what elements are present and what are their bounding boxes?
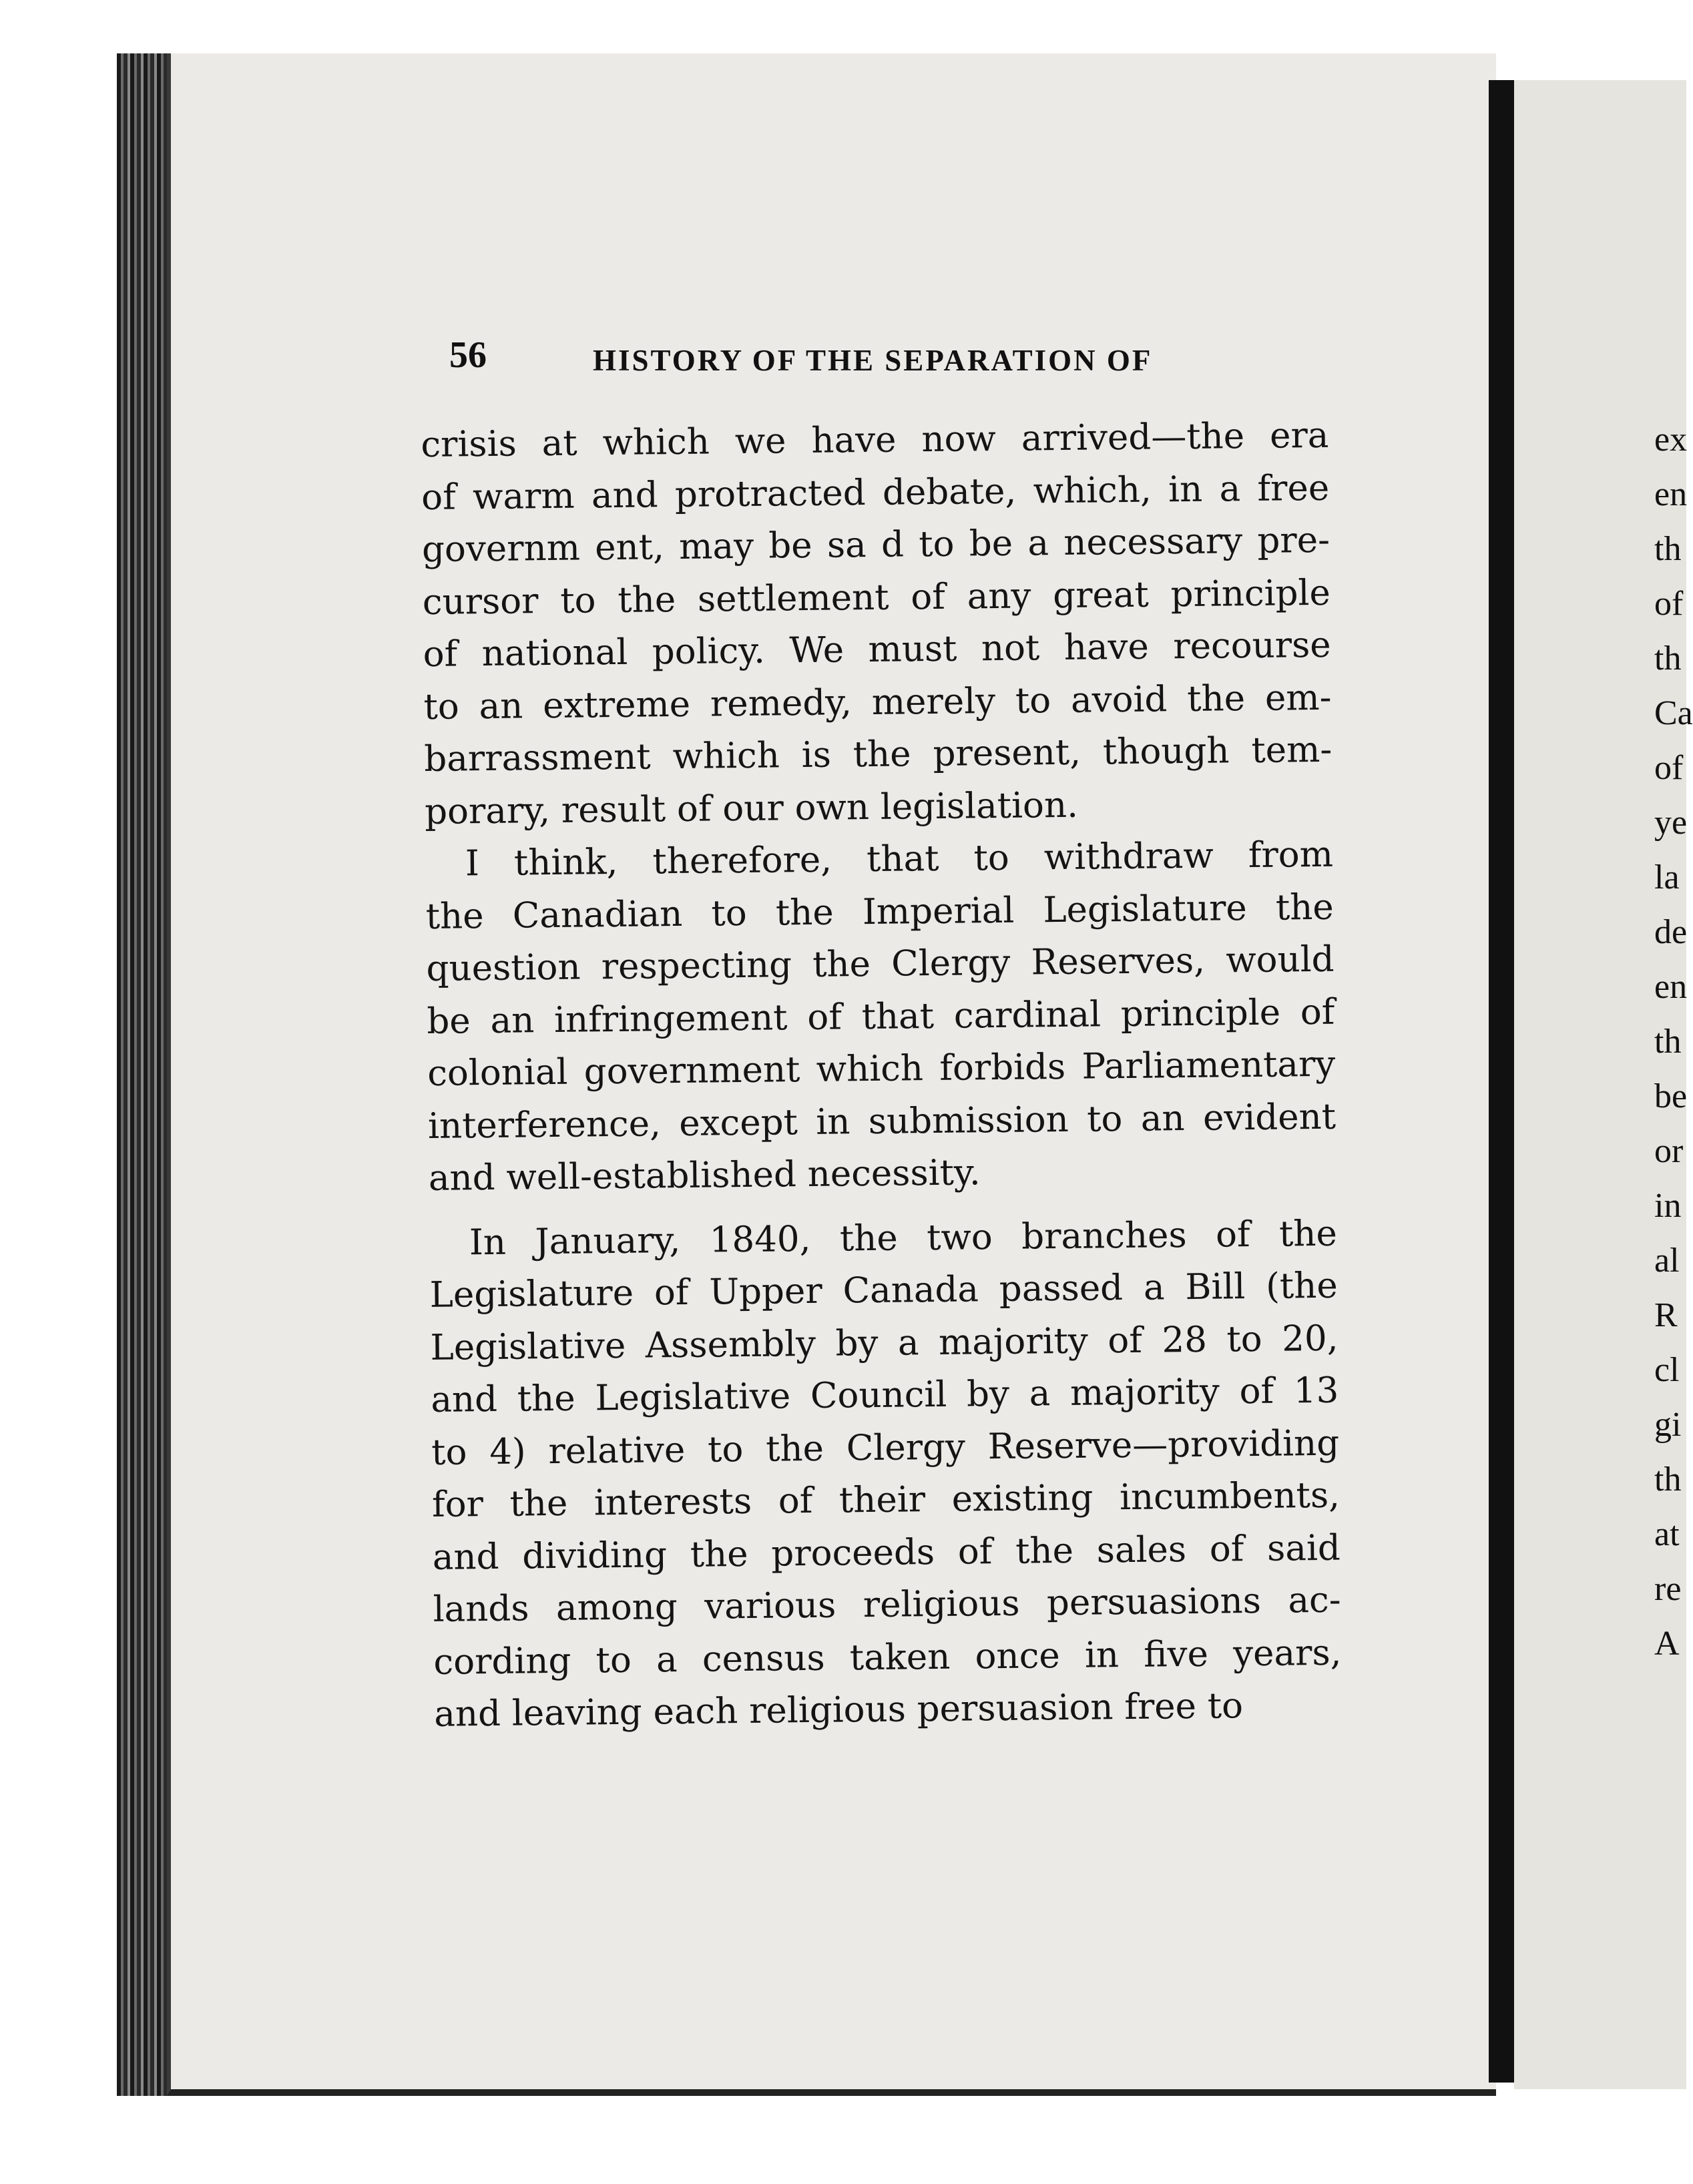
facing-page-fragment: be (1654, 1077, 1688, 1115)
facing-page-fragment: gi (1654, 1406, 1682, 1444)
text-line: of warm and protracted debate, which, in a free (421, 467, 1330, 518)
text-line: barrassment which is the present, though tem- (424, 729, 1333, 780)
text-line: and dividing the proceeds of the sales of said (432, 1527, 1341, 1578)
facing-page-fragment: ex (1654, 421, 1688, 459)
facing-page-fragment: en (1654, 475, 1688, 513)
running-head (449, 334, 1277, 394)
book-binding-edge (117, 53, 170, 2096)
facing-page-fragment: al (1654, 1242, 1680, 1280)
text-line: governm ent, may be sa d to be a necessary pre- (421, 519, 1331, 570)
body-text (421, 410, 1343, 1741)
facing-page-fragment: th (1654, 530, 1682, 568)
facing-page-fragment: of (1654, 749, 1684, 787)
text-line: In January, 1840, the two branches of the (469, 1213, 1338, 1263)
text-line: cording to a census taken once in five years, (433, 1632, 1342, 1683)
text-line: crisis at which we have now arrived—the era (421, 415, 1329, 465)
text-line: Legislature of Upper Canada passed a Bill (the (429, 1265, 1338, 1316)
text-line: of national policy. We must not have recourse (423, 624, 1331, 675)
book-gutter (1489, 80, 1515, 2083)
text-line: Legislative Assembly by a majority of 28 to 20, (430, 1318, 1339, 1368)
text-line: to an extreme remedy, merely to avoid the em- (423, 677, 1332, 728)
facing-page-fragment: en (1654, 968, 1688, 1006)
text-line: porary, result of our own legislation. (424, 784, 1079, 832)
paragraph (421, 410, 1333, 838)
facing-page-fragment: of (1654, 585, 1684, 623)
text-line: be an infringement of that cardinal principle of (427, 991, 1335, 1042)
facing-page-fragment: in (1654, 1187, 1682, 1225)
text-line: I think, therefore, that to withdraw from (465, 834, 1334, 884)
facing-page-fragment: at (1654, 1515, 1680, 1553)
paragraph (429, 1207, 1343, 1741)
text-line: colonial government which forbids Parliamentary (427, 1043, 1336, 1094)
facing-page-fragment: ye (1654, 804, 1688, 842)
text-line: and well-established necessity. (428, 1152, 981, 1199)
text-line: and leaving each religious persuasion free to (434, 1685, 1244, 1735)
text-line: cursor to the settlement of any great principle (422, 572, 1331, 623)
facing-page-fragment: re (1654, 1570, 1682, 1608)
facing-page-fragment: th (1654, 639, 1682, 677)
facing-page-fragment: Ca (1654, 694, 1693, 732)
facing-page-fragment: th (1654, 1460, 1682, 1498)
text-line: the Canadian to the Imperial Legislature the (425, 886, 1335, 937)
text-line: and the Legislative Council by a majority of 13 (431, 1370, 1339, 1420)
facing-page-fragment: cl (1654, 1351, 1680, 1389)
facing-page-fragment: R (1654, 1296, 1678, 1334)
running-head-title: HISTORY OF THE SEPARATION OF (593, 344, 1153, 377)
facing-page-fragment: or (1654, 1132, 1684, 1170)
text-line: question respecting the Clergy Reserves, would (426, 938, 1335, 989)
text-line: lands among various religious persuasions ac- (433, 1579, 1341, 1630)
text-line: interference, except in submission to an evident (427, 1096, 1337, 1147)
page-number: 56 (449, 334, 487, 376)
facing-page-fragment: A (1654, 1625, 1680, 1663)
facing-page-fragment: th (1654, 1023, 1682, 1061)
text-line: for the interests of their existing incumbents, (431, 1474, 1341, 1525)
text-line: to 4) relative to the Clergy Reserve—providing (431, 1422, 1340, 1473)
facing-page-fragment: la (1654, 858, 1680, 896)
paragraph (425, 829, 1337, 1205)
facing-page-text (1654, 413, 1693, 1671)
facing-page-fragment: de (1654, 913, 1688, 951)
